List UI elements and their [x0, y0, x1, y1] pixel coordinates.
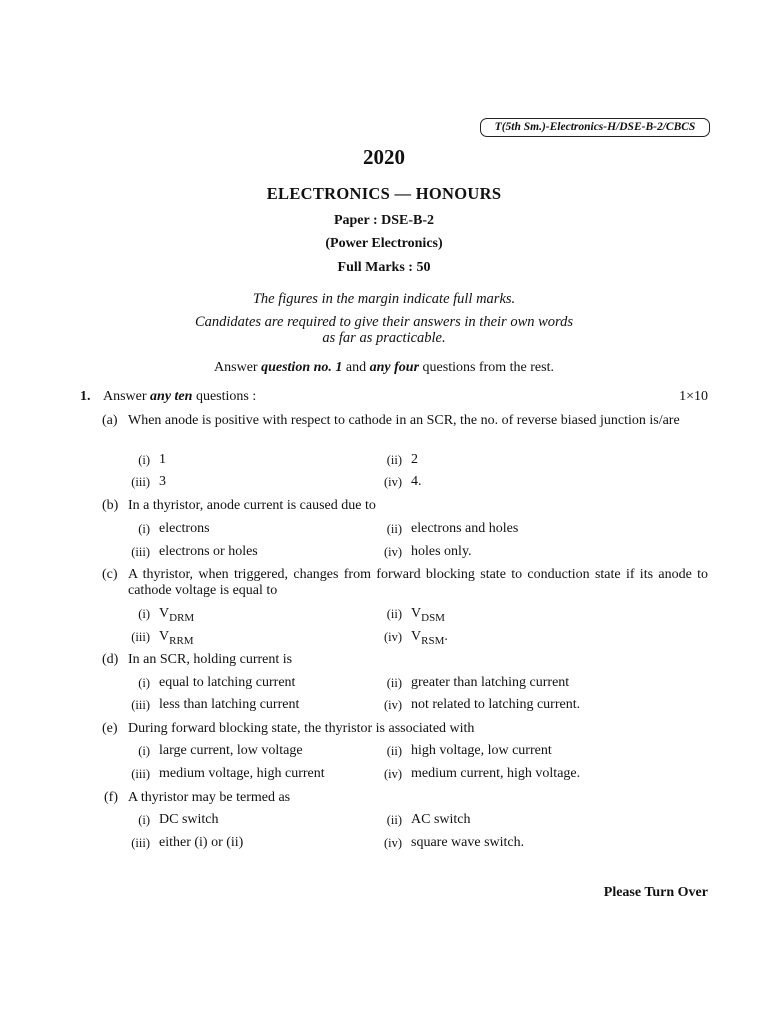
option-text: either (i) or (ii) — [159, 835, 244, 850]
option-text: holes only. — [411, 544, 472, 559]
option-text: 3 — [159, 474, 166, 489]
option-text: medium current, high voltage. — [411, 766, 581, 781]
question-number: 1. — [80, 389, 91, 404]
option-number: (i) — [138, 813, 150, 827]
option-text: $V_{RRM}$ — [159, 629, 194, 647]
subject-title: ELECTRONICS — HONOURS — [266, 184, 502, 203]
option-text: medium voltage, high current — [159, 766, 325, 781]
option-text: greater than latching current — [411, 675, 570, 690]
part-question-text: In an SCR, holding current is — [128, 652, 293, 667]
option-number: (iii) — [131, 836, 150, 850]
option-number: (iv) — [383, 836, 402, 850]
answer-instruction: Answer question no. 1 and any four questions from the rest. — [214, 360, 554, 375]
part-label: (a) — [102, 413, 118, 428]
margin-note: The figures in the margin indicate full marks. — [252, 291, 516, 307]
option-text: large current, low voltage — [159, 743, 303, 758]
option-number: (iii) — [131, 767, 150, 781]
option-text: DC switch — [159, 812, 219, 827]
part-question-text: A thyristor may be termed as — [128, 790, 291, 805]
option-text: not related to latching current. — [411, 697, 581, 712]
paper-code-box: T(5th Sm.)-Electronics-H/DSE-B-2/CBCS — [480, 118, 710, 137]
part-label: (f) — [104, 790, 118, 805]
option-text: 2 — [411, 452, 418, 467]
own-words-note-line2: as far as practicable. — [322, 330, 446, 346]
option-text: equal to latching current — [159, 675, 296, 690]
part-question-text: In a thyristor, anode current is caused due to — [128, 498, 376, 513]
part-label: (b) — [102, 498, 119, 513]
part-label: (d) — [102, 652, 119, 667]
option-text: high voltage, low current — [411, 743, 552, 758]
please-turn-over: Please Turn Over — [603, 885, 708, 900]
option-number: (iv) — [383, 545, 402, 559]
option-number: (i) — [138, 676, 150, 690]
question-marks: 1×10 — [679, 389, 708, 404]
option-text: square wave switch. — [411, 835, 525, 850]
option-number: (iv) — [383, 630, 402, 644]
option-text: AC switch — [411, 812, 471, 827]
part-question-text: When anode is positive with respect to cathode in an SCR, the no. of reverse biased junction is/are — [128, 413, 680, 428]
option-number: (iv) — [383, 475, 402, 489]
option-text: electrons and holes — [411, 521, 519, 536]
option-number: (ii) — [386, 607, 402, 621]
option-number: (ii) — [386, 453, 402, 467]
option-number: (i) — [138, 522, 150, 536]
option-text: less than latching current — [159, 697, 300, 712]
option-text: $V_{DRM}$ — [159, 606, 195, 624]
option-number: (iii) — [131, 698, 150, 712]
option-text: electrons — [159, 521, 210, 536]
paper-subtitle: (Power Electronics) — [325, 236, 443, 251]
option-number: (ii) — [386, 744, 402, 758]
option-text: 4. — [411, 474, 422, 489]
part-label: (e) — [102, 721, 118, 736]
option-number: (iv) — [383, 767, 402, 781]
paper-name: Paper : DSE-B-2 — [333, 213, 435, 228]
option-text: $V_{RSM}$. — [411, 629, 448, 647]
option-number: (i) — [138, 744, 150, 758]
part-label: (c) — [102, 567, 118, 582]
option-number: (ii) — [386, 522, 402, 536]
option-number: (ii) — [386, 813, 402, 827]
option-number: (iii) — [131, 630, 150, 644]
option-number: (iii) — [131, 475, 150, 489]
option-text: $V_{DSM}$ — [411, 606, 445, 624]
own-words-note-line1: Candidates are required to give their answers in their own words — [194, 314, 574, 330]
exam-year: 2020 — [363, 145, 405, 169]
option-number: (i) — [138, 607, 150, 621]
option-text: electrons or holes — [159, 544, 258, 559]
option-number: (iii) — [131, 545, 150, 559]
part-question-text: During forward blocking state, the thyristor is associated with — [128, 721, 475, 736]
option-text: 1 — [159, 452, 166, 467]
full-marks: Full Marks : 50 — [337, 260, 431, 275]
question-prompt: Answer any ten questions : — [103, 389, 257, 404]
part-question-text: A thyristor, when triggered, changes from forward blocking state to conduction state if its anode to cathode voltage is equal to — [128, 567, 708, 598]
option-number: (iv) — [383, 698, 402, 712]
option-number: (ii) — [386, 676, 402, 690]
option-number: (i) — [138, 453, 150, 467]
